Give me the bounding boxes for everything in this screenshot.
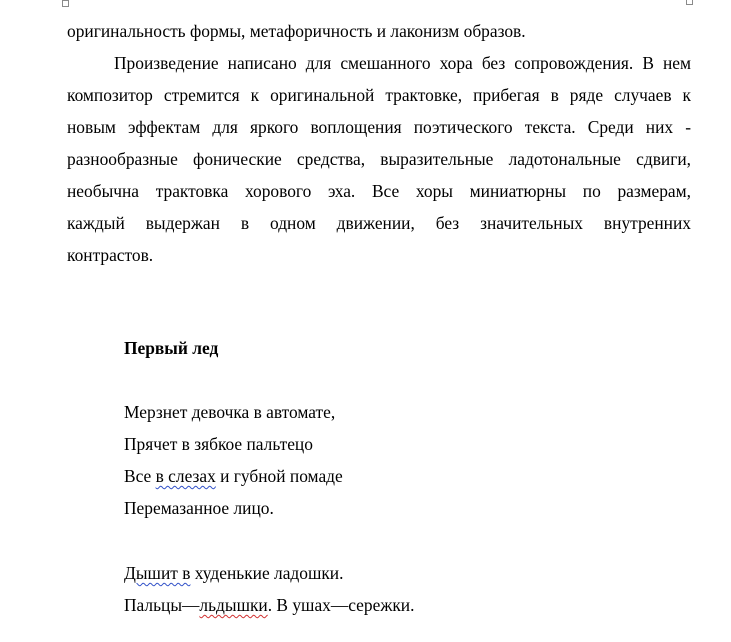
paragraph-line: каждый выдержан в одном движении, без значительных внутренних: [67, 213, 691, 233]
paragraph-2[interactable]: [67, 47, 691, 271]
poem-line: [124, 589, 414, 621]
paragraph-line: контрастов.: [67, 245, 154, 265]
text-boundary-marker-left: [62, 0, 69, 7]
poem-line: Перемазанное лицо.: [124, 498, 274, 518]
poem-line-text: Все: [124, 466, 156, 486]
poem-title: Первый лед: [124, 338, 219, 358]
poem-stanza-1[interactable]: [124, 396, 343, 524]
paragraph-line: новым эффектам для яркого воплощения поэтического текста. Среди них -: [67, 117, 691, 137]
paragraph-line: оригинальность формы, метафоричность и лаконизм образов.: [67, 21, 526, 41]
paragraph-line: необычна трактовка хорового эха. Все хоры миниатюрны по размерам,: [67, 181, 691, 201]
paragraph-1[interactable]: [67, 15, 691, 47]
poem-line: [124, 557, 414, 589]
paragraph-line: разнообразные фонические средства, выразительные ладотональные сдвиги,: [67, 149, 691, 169]
poem-line-text: . В ушах—сережки.: [267, 595, 415, 615]
spellcheck-word[interactable]: льдышки: [199, 595, 268, 615]
poem-line: [124, 460, 343, 492]
poem-line: Мерзнет девочка в автомате,: [124, 402, 336, 422]
poem-line: Прячет в зябкое пальтецо: [124, 434, 313, 454]
paragraph-line: Произведение написано для смешанного хора без сопровождения. В нем: [114, 53, 691, 73]
poem-stanza-2[interactable]: [124, 557, 414, 621]
poem-line-text: и губной помаде: [215, 466, 343, 486]
poem-line-text: Пальцы—: [124, 595, 200, 615]
grammar-check-word[interactable]: в слезах: [155, 466, 216, 486]
grammar-check-word[interactable]: Дышит в: [124, 563, 191, 583]
poem-line-text: худенькие ладошки.: [190, 563, 344, 583]
paragraph-line: композитор стремится к оригинальной трактовке, прибегая в ряде случаев к: [67, 85, 691, 105]
text-boundary-marker-right: [686, 0, 693, 5]
